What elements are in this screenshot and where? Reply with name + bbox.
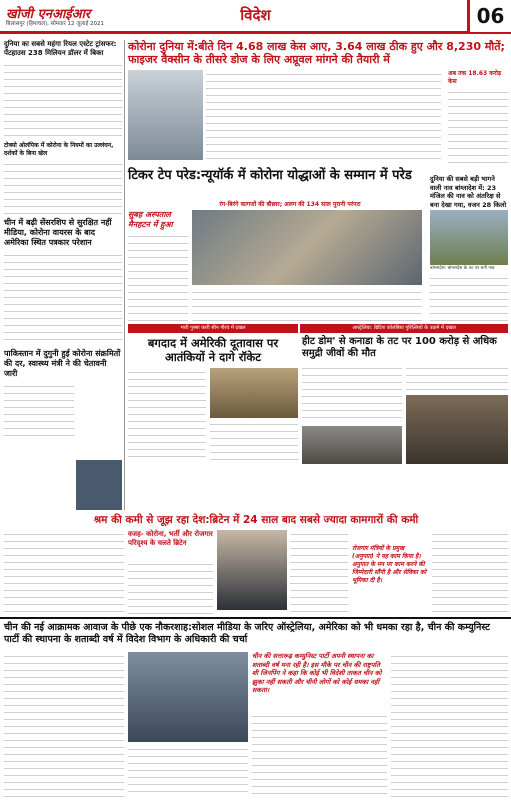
parade-photo bbox=[192, 210, 422, 285]
newspaper-logo: खोजी एनआईआर bbox=[6, 7, 91, 22]
page-number: 06 bbox=[467, 0, 511, 32]
column-divider bbox=[124, 40, 125, 510]
baghdad-headline: बगदाद में अमेरिकी दूतावास पर आतंकियों ने दागे रॉकेट bbox=[147, 336, 279, 364]
article-body bbox=[448, 88, 508, 165]
dateline: बिलासपुर (हिमाचल), सोमवार 12 जुलाई 2021 bbox=[6, 21, 104, 27]
masthead bbox=[0, 0, 511, 34]
article-body bbox=[406, 364, 508, 392]
article-body bbox=[4, 61, 122, 139]
left-headline-3: चीन में बढ़ी सेंसरशिप से सुरक्षित नहीं मीडिया, कोरोना वायरस के बाद अमेरिका स्थित पत्रकार परेशान bbox=[4, 218, 112, 247]
spokesman-photo bbox=[128, 652, 248, 742]
britain-headline: श्रम की कमी से जूझ रहा देश:ब्रिटेन में 24 साल बाद सबसे ज्यादा कामगारों की कमी bbox=[93, 514, 419, 526]
article-body bbox=[4, 530, 124, 615]
article-body bbox=[206, 70, 441, 165]
article-body bbox=[302, 364, 402, 424]
strip-left: भारी गुस्सा कारी सीन गौरव में दखल bbox=[128, 324, 298, 333]
article-body bbox=[430, 274, 508, 322]
photo-caption: बांग्लादेश: बांग्लादेश के तट पर बनी नाव bbox=[430, 266, 495, 271]
article-body bbox=[210, 420, 298, 463]
boat-photo bbox=[430, 210, 508, 265]
article-body bbox=[432, 530, 508, 615]
sidebar-headline: अब तक 18.63 करोड़ केस bbox=[448, 70, 502, 85]
vaccine-photo bbox=[128, 70, 203, 160]
top-story-headline: कोरोना दुनिया में:बीते दिन 4.68 लाख केस आए, 3.64 लाख ठीक हुए और 8,230 मौतें; फाइजर वैक्सीन के तीसरे डोज के लिए अप्रूवल मांगने की तैयारी में bbox=[128, 40, 505, 66]
article-body bbox=[128, 368, 206, 463]
article-body bbox=[252, 712, 387, 797]
article-body bbox=[290, 530, 348, 615]
article-body bbox=[128, 745, 248, 797]
left-headline-4: पाकिस्तान में दुगुनी हुई कोरोना संक्रमितों की दर, स्वास्थ्य मंत्री ने की चेतावनी जारी bbox=[4, 349, 121, 378]
strip-right: आस्ट्रेलिया: ब्रिटिश कोलंबिया गुरिल्लियों के उठाने में दखल bbox=[300, 324, 508, 333]
section-rule bbox=[0, 617, 511, 619]
rocket-photo bbox=[210, 368, 298, 418]
section-title: विदेश bbox=[240, 6, 271, 24]
china-quote: चीन की सत्तारूढ़ कम्युनिस्ट पार्टी अपनी स्थापना का शताब्दी वर्ष मना रही है। इस मौके पर चीन की राष्ट्रपति शी जिनपिंग ने कहा कि कोई भी विदेशी ताकत चीन को झुका नहीं सकती और चीनी लोगों को कोई धमका नहीं सकता। bbox=[252, 652, 382, 694]
heatdome-headline: हीट डोम' से कनाडा के तट पर 100 करोड़ से अधिक समुद्री जीवों की मौत bbox=[302, 336, 497, 359]
parade-headline: टिकर टेप परेड:न्यूयॉर्क में कोरोना योद्धाओं के सम्मान में परेड bbox=[128, 168, 412, 183]
shells-photo-2 bbox=[406, 395, 508, 464]
article-body bbox=[4, 652, 124, 797]
article-body bbox=[4, 251, 122, 346]
minister-photo bbox=[76, 460, 122, 510]
article-body bbox=[128, 232, 188, 322]
parade-subheadline: रंग-बिरंगे कागजों की बौछार; अलग की 134 साल पुरानी परंपरा bbox=[219, 201, 361, 208]
shells-photo bbox=[302, 426, 402, 464]
article-body bbox=[4, 382, 74, 437]
article-body bbox=[391, 652, 508, 797]
article-body bbox=[4, 160, 122, 215]
article-body bbox=[192, 288, 422, 322]
left-column bbox=[4, 40, 122, 510]
china-headline: चीन की नई आक्रामक आवाज के पीछे एक नौकरशाह:सोशल मीडिया के जरिए ऑस्ट्रेलिया, अमेरिका को भी धमका रहा है, चीन की कम्युनिस्ट पार्टी की स्थापना के शताब्दी वर्ष में विदेश विभाग के अधिकारी की चर्चा bbox=[4, 622, 490, 645]
left-headline-2: टोक्यो ओलंपिक में कोरोना के नियमों का उल्लंघन, दर्शकों के बिना खेल bbox=[4, 142, 114, 157]
bangladesh-headline: दुनिया की सबसे बड़ी भागने वाली नाव बांग्लादेश में: 23 मंजिल की नाव को अंतरिक्ष से बना देखा गया, वजन 28 किलो bbox=[430, 175, 507, 209]
britain-quote: रोजगार मंत्रियों के प्रमुख (अनुपात) ने यह काम किया है। अनुपात के मन पर काम करने की जिम्मेदारी सौंपी है और सेविका को भूमिका दी है। bbox=[352, 545, 427, 584]
left-headline-1: दुनिया का सबसे महंगा रियल एस्टेट ट्रांसफर: पेंटहाउस 238 मिलियन डॉलर में बिका bbox=[4, 40, 117, 57]
article-body bbox=[128, 560, 213, 615]
parade-inset: सुबह अस्पताल मैनहटन में हुआ bbox=[128, 210, 173, 229]
britain-box-title: वजह- कोरोना, भर्ती और रोजगार परिदृश्य के चलते ब्रिटेन bbox=[128, 530, 213, 547]
minister-portrait bbox=[217, 530, 287, 610]
